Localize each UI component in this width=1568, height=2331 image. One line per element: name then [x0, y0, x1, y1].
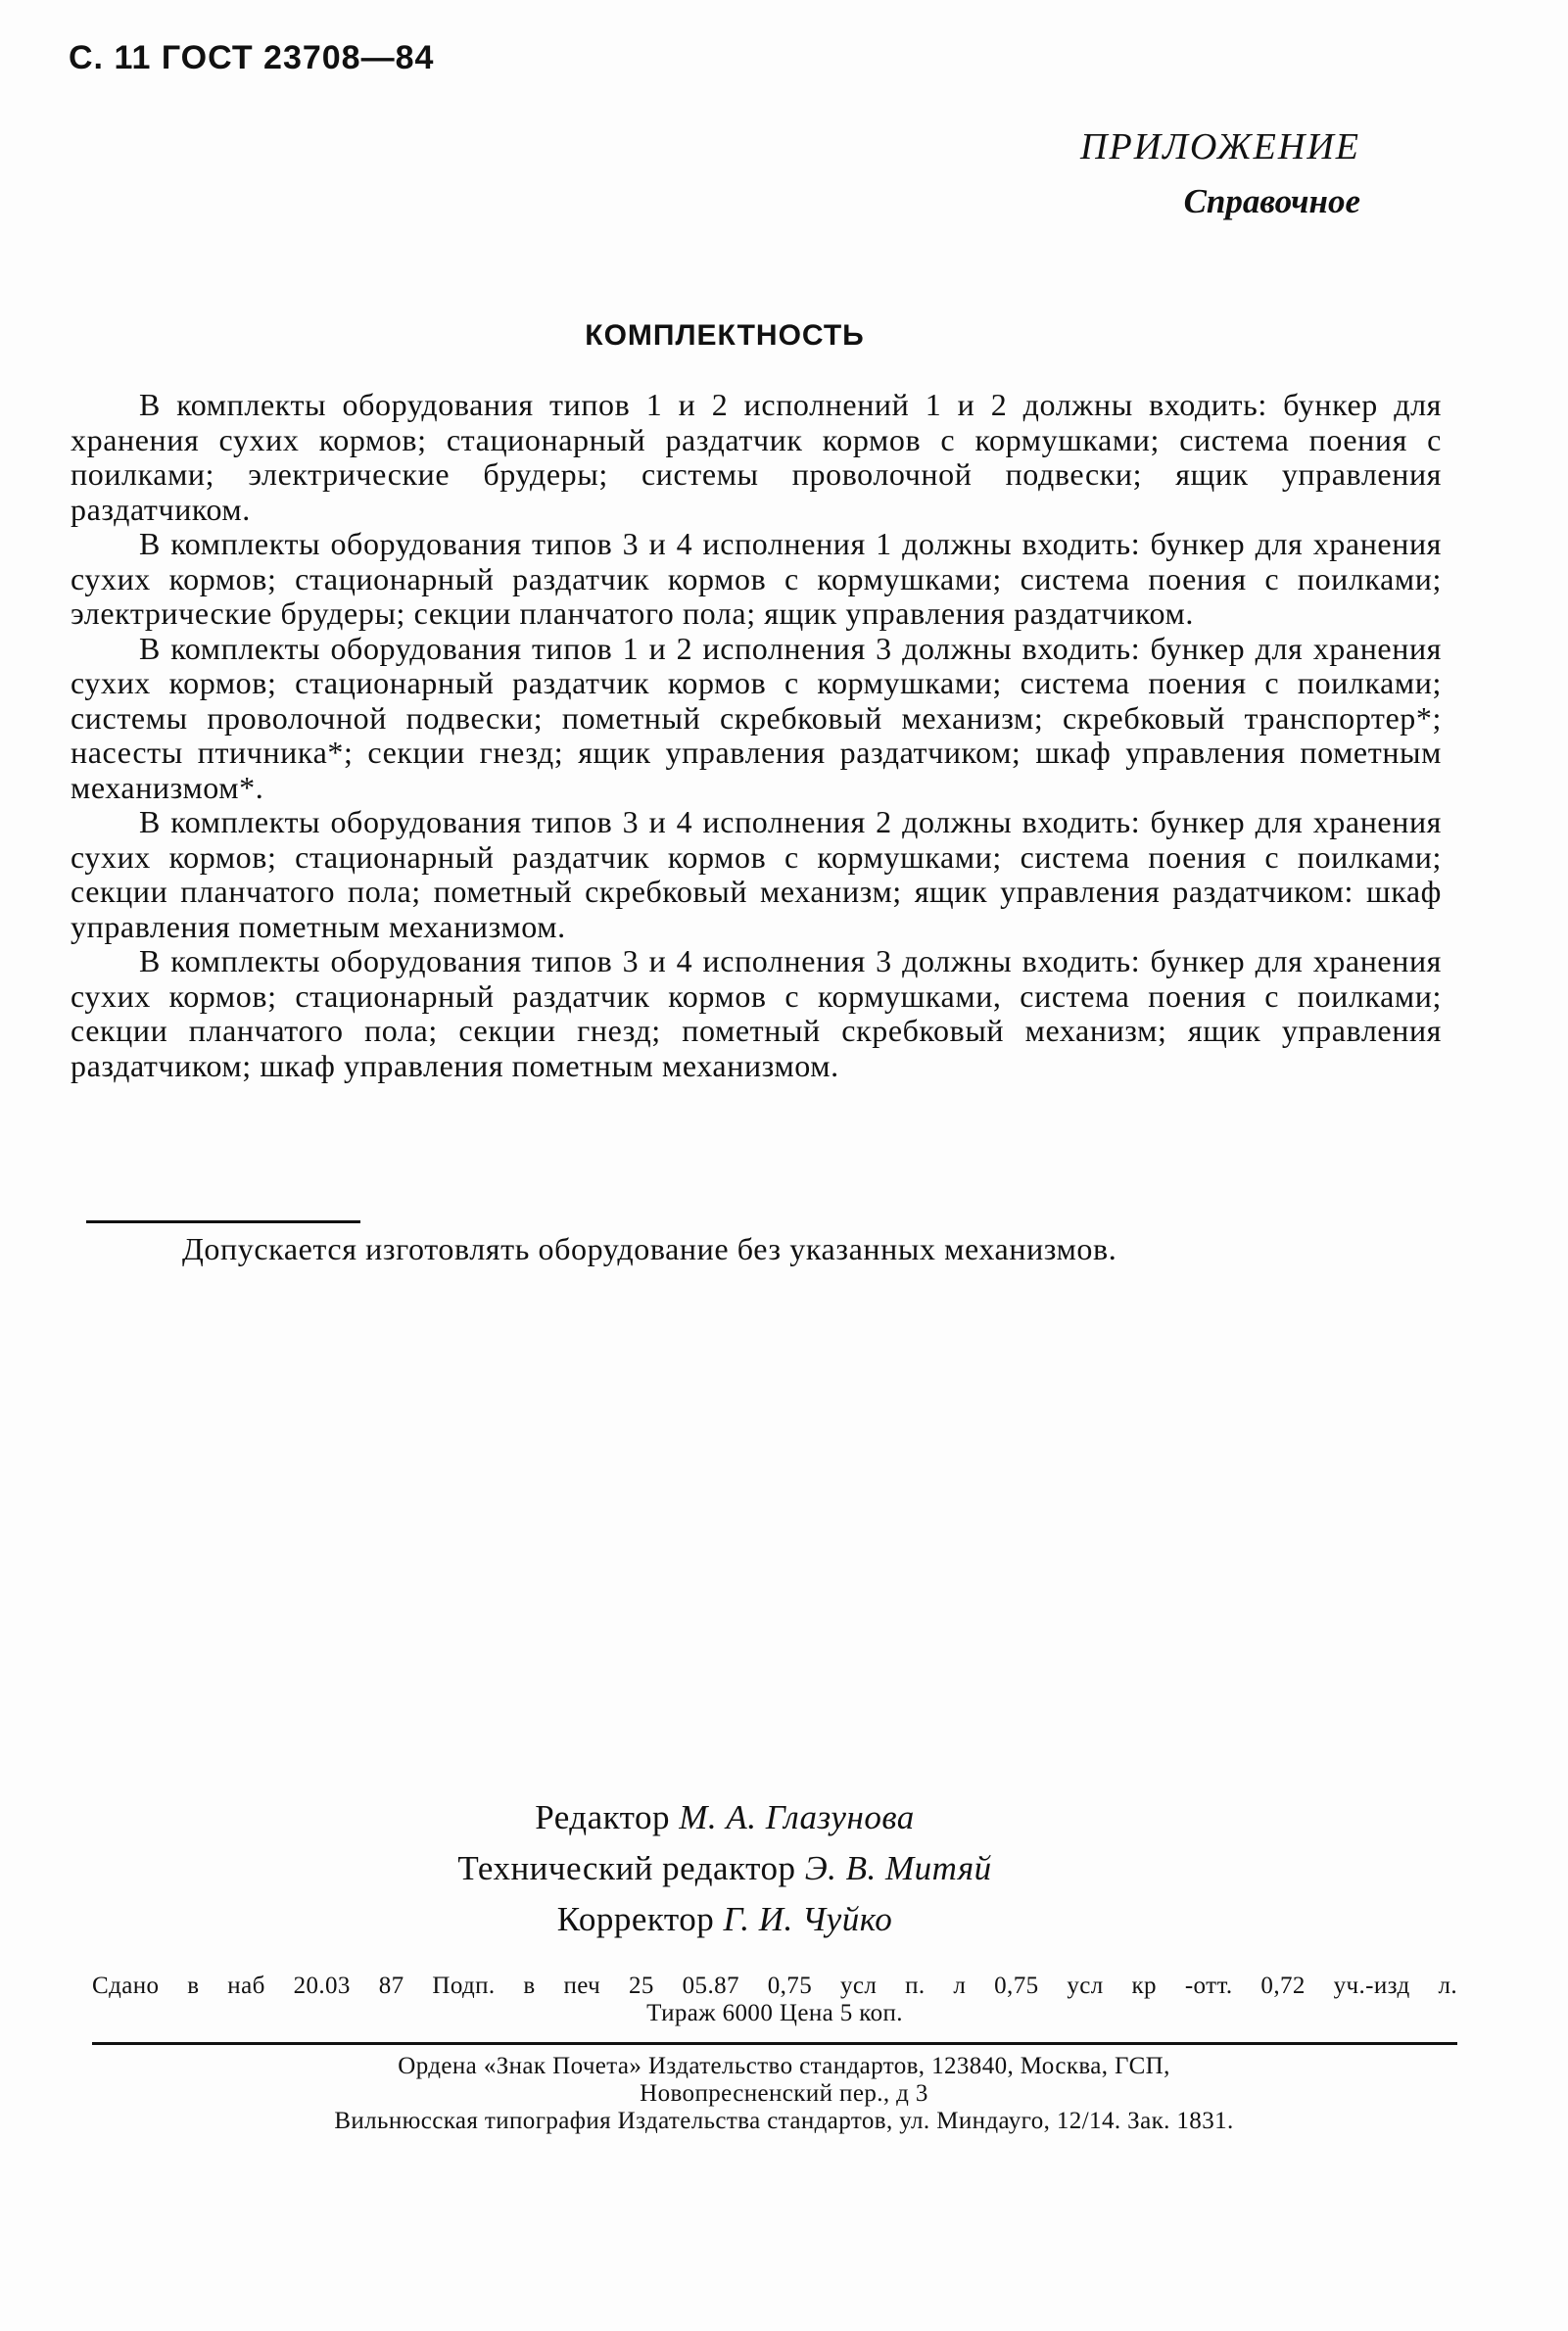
imprint-divider: [92, 2042, 1457, 2045]
publisher-line: Новопресненский пер., д 3: [640, 2080, 928, 2107]
imprint-line: Тираж 6000 Цена 5 коп.: [646, 2000, 903, 2026]
paragraph: В комплекты оборудования типов 3 и 4 исполнения 1 должны входить: бункер для хранения сухих кормов; стационарный раздатчик кормов с кормушками; система поения с поилками; электрические брудеры; секции планчатого пола; ящик управления раздатчиком.: [71, 526, 1442, 631]
credit-line: [0, 1792, 1449, 1843]
section-title: КОМПЛЕКТНОСТЬ: [585, 319, 865, 352]
publisher-line: Вильнюсская типография Издательства стандартов, ул. Миндауго, 12/14. Зак. 1831.: [334, 2108, 1234, 2134]
credit-role: Редактор: [535, 1798, 670, 1836]
page-header: С. 11 ГОСТ 23708—84: [69, 39, 435, 76]
credit-line: [0, 1843, 1449, 1894]
appendix-subtitle: Справочное: [1183, 182, 1360, 220]
footnote-divider: [86, 1220, 360, 1223]
body-text: [71, 388, 1442, 1083]
publisher-info: [0, 2053, 1568, 2135]
credit-name: М. А. Глазунова: [679, 1798, 915, 1836]
credit-name: Г. И. Чуйко: [723, 1900, 893, 1938]
appendix-label: [1080, 125, 1360, 221]
credits: [0, 1792, 1449, 1945]
imprint: [92, 1973, 1457, 2027]
credit-line: [0, 1894, 1449, 1945]
credit-role: Корректор: [556, 1900, 715, 1938]
credit-role: Технический редактор: [457, 1849, 796, 1887]
paragraph: В комплекты оборудования типов 1 и 2 исполнений 1 и 2 должны входить: бункер для хранения сухих кормов; стационарный раздатчик кормов с кормушками; система поения с поилками; электрические брудеры; системы проволочной подвески; ящик управления раздатчиком.: [71, 387, 1442, 527]
paragraph: В комплекты оборудования типов 3 и 4 исполнения 2 должны входить: бункер для хранения сухих кормов; стационарный раздатчик кормов с кормушками; система поения с поилками; секции планчатого пола; пометный скребковый механизм; ящик управления раздатчиком: шкаф управления пометным механизмом.: [71, 804, 1442, 944]
appendix-title: ПРИЛОЖЕНИЕ: [1080, 126, 1360, 167]
credit-name: Э. В. Митяй: [804, 1849, 992, 1887]
paragraph: В комплекты оборудования типов 1 и 2 исполнения 3 должны входить: бункер для хранения сухих кормов; стационарный раздатчик кормов с кормушками; система поения с поилками; системы проволочной подвески; пометный скребковый механизм; скребковый транспортер*; насесты птичника*; секции гнезд; ящик управления раздатчиком; шкаф управления пометным механизмом*.: [71, 630, 1442, 805]
publisher-line: Ордена «Знак Почета» Издательство стандартов, 123840, Москва, ГСП,: [398, 2053, 1170, 2079]
imprint-line: Сдано в наб 20.03 87 Подп. в печ 25 05.87 0,75 усл п. л 0,75 усл кр -отт. 0,72 уч.-изд л.: [92, 1973, 1457, 1999]
footnote: Допускается изготовлять оборудование без указанных механизмов.: [182, 1231, 1117, 1266]
paragraph: В комплекты оборудования типов 3 и 4 исполнения 3 должны входить: бункер для хранения сухих кормов; стационарный раздатчик кормов с кормушками, система поения с поилками; секции планчатого пола; секции гнезд; пометный скребковый механизм; ящик управления раздатчиком; шкаф управления пометным механизмом.: [71, 943, 1442, 1083]
